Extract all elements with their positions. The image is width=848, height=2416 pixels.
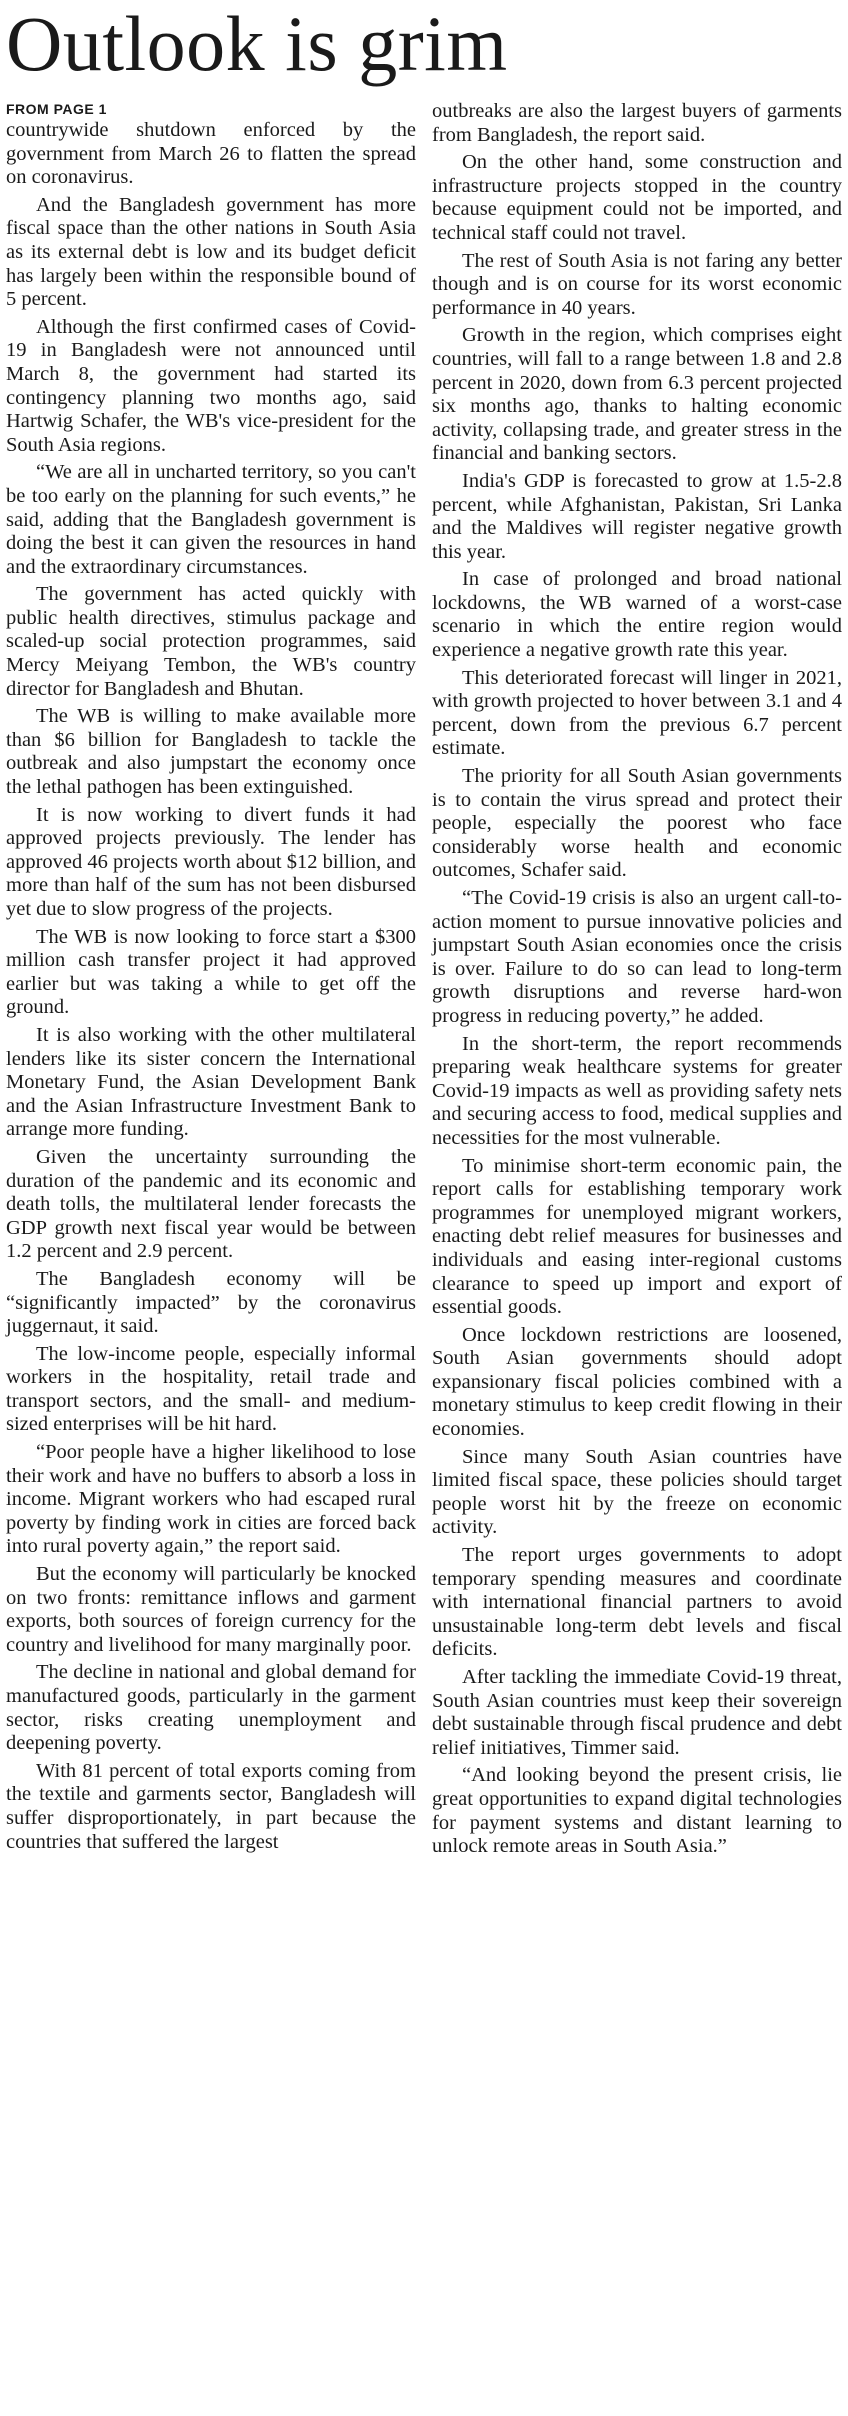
paragraph: The government has acted quickly with public health directives, stimulus package and scaled-up social protection programmes, said Mercy Meiyang Tembon, the WB's country director for Bangladesh and Bhutan.	[6, 583, 416, 700]
article-body	[6, 100, 842, 1863]
paragraph: Since many South Asian countries have limited fiscal space, these policies should target people worst hit by the freeze on economic activity.	[432, 1445, 842, 1539]
paragraph: Although the first confirmed cases of Covid-19 in Bangladesh were not announced until March 8, the government had started its contingency planning two months ago, said Hartwig Schafer, the WB's vice-president for the South Asia regions.	[6, 315, 416, 456]
paragraph: The rest of South Asia is not faring any better though and is on course for its worst economic performance in 40 years.	[432, 249, 842, 319]
paragraph: “And looking beyond the present crisis, lie great opportunities to expand digital technologies for payment systems and distant learning to unlock remote areas in South Asia.”	[432, 1764, 842, 1858]
paragraph: On the other hand, some construction and infrastructure projects stopped in the country because equipment could not be imported, and technical staff could not travel.	[432, 151, 842, 244]
paragraph: The decline in national and global demand for manufactured goods, particularly in the garment sector, risks creating unemployment and deepening poverty.	[6, 1661, 416, 1755]
paragraph: Once lockdown restrictions are loosened, South Asian governments should adopt expansionary fiscal policies combined with a monetary stimulus to keep credit flowing in their economies.	[432, 1323, 842, 1441]
paragraph: This deteriorated forecast will linger in 2021, with growth projected to hover between 3.1 and 4 percent, down from the previous 6.7 percent estimate.	[432, 666, 842, 760]
paragraph: countrywide shutdown enforced by the government from March 26 to flatten the spread on coronavirus.	[6, 119, 416, 189]
paragraph: To minimise short-term economic pain, the report calls for establishing temporary work programmes for unemployed migrant workers, enacting debt relief measures for businesses and individuals and easing inter-regional customs clearance to speed up import and export of essential goods.	[432, 1154, 842, 1319]
paragraph: Growth in the region, which comprises eight countries, will fall to a range between 1.8 and 2.8 percent in 2020, down from 6.3 percent projected six months ago, thanks to halting economic activity, collapsing trade, and greater stress in the financial and banking sectors.	[432, 324, 842, 465]
column-1	[6, 100, 416, 1863]
paragraph: And the Bangladesh government has more fiscal space than the other nations in South Asia as its external debt is low and its budget deficit has largely been within the responsible bound of 5 percent.	[6, 193, 416, 311]
paragraph: The Bangladesh economy will be “significantly impacted” by the coronavirus juggernaut, it said.	[6, 1267, 416, 1338]
paragraph: The WB is willing to make available more than $6 billion for Bangladesh to tackle the outbreak and also jumpstart the economy once the lethal pathogen has been extinguished.	[6, 705, 416, 799]
paragraph: After tackling the immediate Covid-19 threat, South Asian countries must keep their sovereign debt sustainable through fiscal prudence and debt relief initiatives, Timmer said.	[432, 1666, 842, 1759]
paragraph: With 81 percent of total exports coming from the textile and garments sector, Bangladesh will suffer disproportionately, in part because the countries that suffered the largest	[6, 1759, 416, 1853]
paragraph: It is also working with the other multilateral lenders like its sister concern the International Monetary Fund, the Asian Development Bank and the Asian Infrastructure Investment Bank to arrange more funding.	[6, 1023, 416, 1141]
paragraph: India's GDP is forecasted to grow at 1.5-2.8 percent, while Afghanistan, Pakistan, Sri Lanka and the Maldives will register negative growth this year.	[432, 469, 842, 563]
paragraph: “We are all in uncharted territory, so you can't be too early on the planning for such events,” he said, adding that the Bangladesh government is doing the best it can given the resources in hand and the extraordinary circumstances.	[6, 461, 416, 578]
paragraph: The report urges governments to adopt temporary spending measures and coordinate with international financial partners to avoid unsustainable long-term debt levels and fiscal deficits.	[432, 1544, 842, 1661]
paragraph: Given the uncertainty surrounding the duration of the pandemic and its economic and death tolls, the multilateral lender forecasts the GDP growth next fiscal year would be between 1.2 percent and 2.9 percent.	[6, 1145, 416, 1263]
paragraph: In case of prolonged and broad national lockdowns, the WB warned of a worst-case scenario in which the entire region would experience a negative growth rate this year.	[432, 568, 842, 662]
paragraph: outbreaks are also the largest buyers of garments from Bangladesh, the report said.	[432, 100, 842, 146]
paragraph: But the economy will particularly be knocked on two fronts: remittance inflows and garment exports, both sources of foreign currency for the country and livelihood for many marginally poor.	[6, 1563, 416, 1656]
paragraph: “The Covid-19 crisis is also an urgent call-to-action moment to pursue innovative policies and jumpstart South Asian economies once the crisis is over. Failure to do so can lead to long-term growth disruptions and reverse hard-won progress in reducing poverty,” he added.	[432, 887, 842, 1027]
paragraph: “Poor people have a higher likelihood to lose their work and have no buffers to absorb a loss in income. Migrant workers who had escaped rural poverty by finding work in cities are forced back into rural poverty again,” the report said.	[6, 1441, 416, 1558]
column-2	[432, 100, 842, 1863]
paragraph: The WB is now looking to force start a $300 million cash transfer project it had approved earlier but was taking a while to get off the ground.	[6, 925, 416, 1019]
paragraph: It is now working to divert funds it had approved projects previously. The lender has approved 46 projects worth about $12 billion, and more than half of the sum has not been disbursed yet due to slow progress of the projects.	[6, 803, 416, 920]
paragraph: In the short-term, the report recommends preparing weak healthcare systems for greater Covid-19 impacts as well as providing safety nets and securing access to food, medical supplies and necessities for the most vulnerable.	[432, 1032, 842, 1149]
jump-kicker: FROM PAGE 1	[6, 101, 107, 117]
headline: Outlook is grim	[6, 0, 508, 87]
paragraph: The priority for all South Asian governments is to contain the virus spread and protect their people, especially the poorest who face considerably worse health and economic outcomes, Schafer said.	[432, 765, 842, 882]
paragraph: The low-income people, especially informal workers in the hospitality, retail trade and transport sectors, and the small- and medium-sized enterprises will be hit hard.	[6, 1342, 416, 1436]
